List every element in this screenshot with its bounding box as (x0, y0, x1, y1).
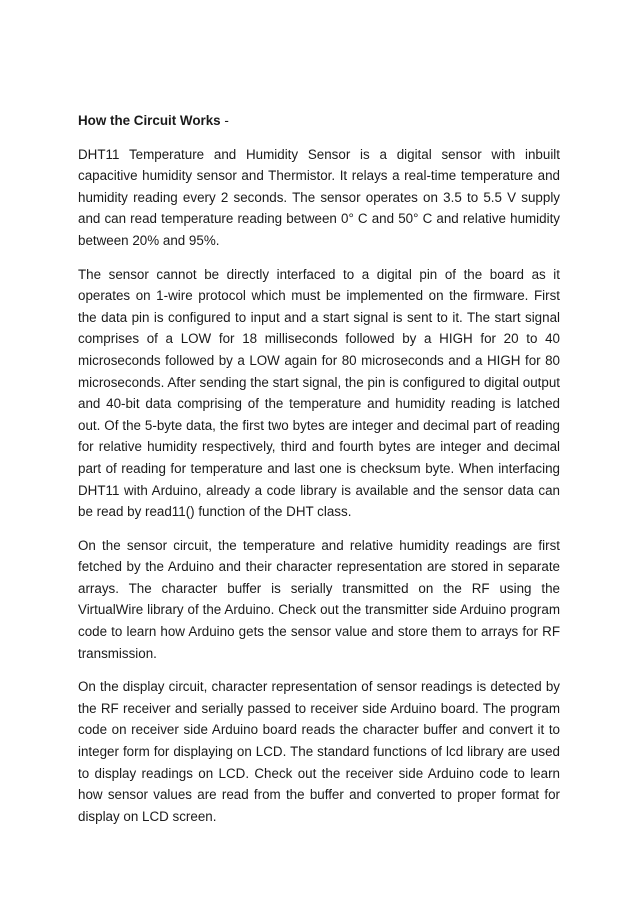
paragraph-display-circuit: On the display circuit, character representation of sensor readings is detected by the RF receiver and serially passed to receiver side Arduino board. The program code on receiver side Arduino board reads the character buffer and convert it to integer form for displaying on LCD. The standard functions of lcd library are used to display readings on LCD. Check out the receiver side Arduino code to learn how sensor values are read from the buffer and converted to proper format for display on LCD screen. (78, 679, 560, 824)
document-body (78, 110, 560, 839)
paragraph-sensor-circuit: On the sensor circuit, the temperature and relative humidity readings are first fetched by the Arduino and their character representation are stored in separate arrays. The character buffer is serially transmitted on the RF using the VirtualWire library of the Arduino. Check out the transmitter side Arduino program code to learn how Arduino gets the sensor value and store them to arrays for RF transmission. (78, 537, 560, 661)
section-heading-suffix: - (220, 113, 229, 128)
section-heading (78, 110, 560, 132)
paragraph-one-wire-protocol: The sensor cannot be directly interfaced to a digital pin of the board as it operates on 1-wire protocol which must be implemented on the firmware. First the data pin is configured to input and a start signal is sent to it. The start signal comprises of a LOW for 18 milliseconds followed by a HIGH for 20 to 40 microseconds followed by a LOW again for 80 microseconds and a HIGH for 80 microseconds. After sending the start signal, the pin is configured to digital output and 40-bit data comprising of the temperature and humidity reading is latched out. Of the 5-byte data, the first two bytes are integer and decimal part of reading for relative humidity respectively, third and fourth bytes are integer and decimal part of reading for temperature and last one is checksum byte. When interfacing DHT11 with Arduino, already a code library is available and the sensor data can be read by read11() function of the DHT class. (78, 266, 560, 520)
section-heading-title: How the Circuit Works (78, 113, 221, 128)
paragraph-sensor-description: DHT11 Temperature and Humidity Sensor is a digital sensor with inbuilt capacitive humidity sensor and Thermistor. It relays a real-time temperature and humidity reading every 2 seconds. The sensor operates on 3.5 to 5.5 V supply and can read temperature reading between 0° C and 50° C and relative humidity between 20% and 95%. (78, 146, 560, 248)
